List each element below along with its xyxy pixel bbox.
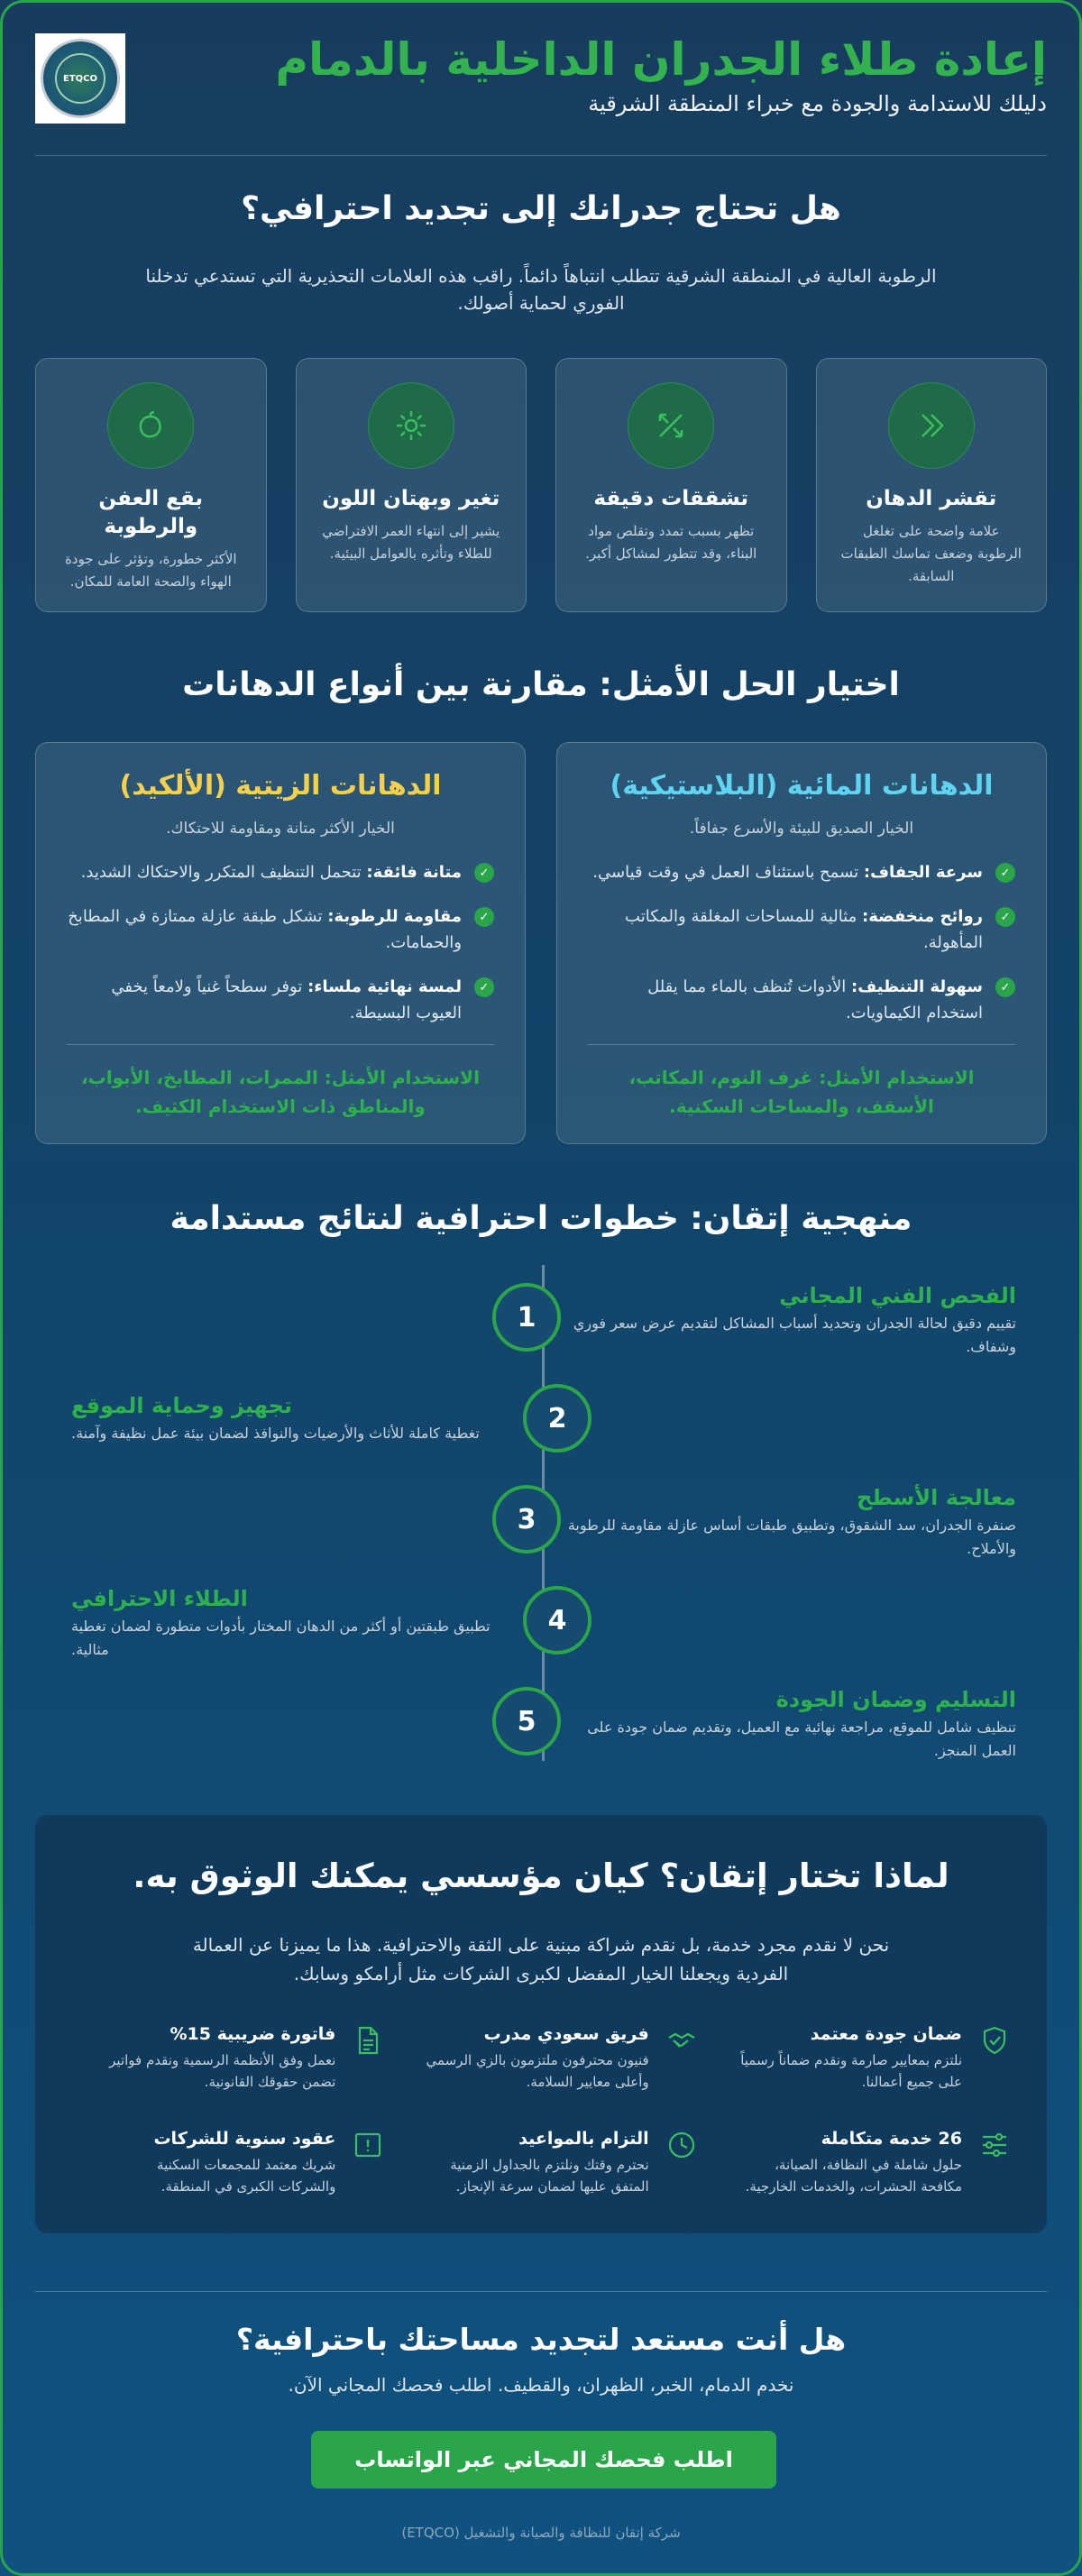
paint-subtitle: الخيار الأكثر متانة ومقاومة للاحتكاك. (166, 820, 395, 838)
step-description: تغطية كاملة للأثاث والأرضيات والنوافذ لضمان بيئة عمل نظيفة وآمنة. (71, 1425, 480, 1442)
footer-text: شركة إتقان للنظافة والصيانة والتشغيل (ETQCO) (401, 2525, 681, 2541)
step-2 (71, 1393, 522, 1445)
clock-icon (665, 2129, 698, 2161)
step-number: 2 (523, 1384, 591, 1453)
paint-title: الدهانات الزيتية (الألكيد) (119, 770, 442, 802)
paint-subtitle: الخيار الصديق للبيئة والأسرع جفافاً. (689, 820, 914, 838)
sign-title: بقع العفن والرطوبة (98, 487, 204, 538)
logo-seal-icon (41, 39, 120, 118)
step-number: 4 (523, 1586, 591, 1655)
page-subtitle: دليلك للاستدامة والجودة مع خبراء المنطقة الشرقية (588, 91, 1047, 116)
signs-section-description: الرطوبة العالية في المنطقة الشرقية تتطلب انتباهاً دائماً. راقب هذه العلامات التحذيرية التي تستدعي تدخلنا الفوري لحماية أصولك. (145, 265, 937, 314)
feature-label: لمسة نهائية ملساء: (307, 977, 462, 996)
sign-card-peeling (816, 358, 1048, 612)
feature-description: نحترم وقتك ونلتزم بالجداول الزمنية المتفق عليها لضمان سرعة الإنجاز. (450, 2157, 649, 2195)
chevrons-icon (888, 382, 975, 469)
step-description: تقييم دقيق لحالة الجدران وتحديد أسباب المشاكل لتقديم عرض سعر فوري وشفاف. (573, 1315, 1016, 1355)
check-icon: ✓ (995, 977, 1015, 997)
check-icon: ✓ (474, 863, 494, 883)
feature-description: نلتزم بمعايير صارمة ونقدم ضماناً رسمياً على جميع أعمالنا. (740, 2052, 962, 2090)
sign-title: تقشر الدهان (866, 487, 997, 510)
divider (35, 2291, 1047, 2292)
paint-features-list (588, 859, 1015, 1026)
feature-description: شريك معتمد للمجمعات السكنية والشركات الكبرى في المنطقة. (157, 2157, 336, 2195)
feature-description: نعمل وفق الأنظمة الرسمية ونقدم فواتير تضمن حقوقك القانونية. (109, 2052, 336, 2090)
paint-usage: الاستخدام الأمثل: غرف النوم، المكاتب، الأسقف، والمساحات السكنية. (588, 1044, 1015, 1121)
step-title: الطلاء الاحترافي (71, 1586, 248, 1611)
check-icon: ✓ (474, 907, 494, 927)
list-item (588, 859, 1015, 885)
feature-description: فنيون محترفون ملتزمون بالزي الرسمي وأعلى معايير السلامة. (426, 2052, 649, 2090)
feature-label: سرعة الجفاف: (863, 863, 983, 882)
page-title: إعادة طلاء الجدران الداخلية بالدمام (275, 33, 1047, 86)
step-number: 5 (492, 1687, 561, 1756)
sign-title: تشققات دقيقة (593, 487, 749, 510)
why-section-description: نحن لا نقدم مجرد خدمة، بل نقدم شراكة مبنية على الثقة والاحترافية. هذا ما يميزنا عن العمالة الفردية ويجعلنا الخيار المفضل لكبرى الشركات مثل أرامكو وسابك. (192, 1934, 890, 1985)
feature-title: فاتورة ضريبية 15% (170, 2024, 336, 2044)
feature-quality (734, 2024, 1011, 2093)
step-title: التسليم وضمان الجودة (775, 1687, 1016, 1712)
step-5 (565, 1687, 1016, 1763)
water-paint-card (556, 742, 1047, 1144)
step-description: تطبيق طبقتين أو أكثر من الدهان المختار بأدوات متطورة لضمان تغطية مثالية. (71, 1618, 491, 1658)
feature-title: 26 خدمة متكاملة (821, 2129, 962, 2149)
step-3 (565, 1485, 1016, 1561)
list-item (67, 974, 494, 1026)
shield-check-icon (978, 2024, 1011, 2057)
feature-punctuality (420, 2129, 697, 2197)
signs-section-title: هل تحتاج جدرانك إلى تجديد احترافي؟ (241, 190, 841, 227)
feature-title: عقود سنوية للشركات (153, 2129, 336, 2149)
check-icon: ✓ (995, 863, 1015, 883)
sign-card-fading (296, 358, 527, 612)
sign-description: علامة واضحة على تغلغل الرطوبة وضعف تماسك الطبقات السابقة. (840, 523, 1022, 584)
sliders-icon (978, 2129, 1011, 2161)
list-item (67, 903, 494, 956)
step-description: تنظيف شامل للموقع، مراجعة نهائية مع العميل، وتقديم ضمان جودة على العمل المنجز. (587, 1719, 1016, 1759)
sign-title: تغير وبهتان اللون (322, 487, 500, 510)
step-4 (71, 1586, 522, 1662)
sign-description: الأكثر خطورة، وتؤثر على جودة الهواء والصحة العامة للمكان. (64, 551, 237, 590)
handshake-icon (665, 2024, 698, 2057)
feature-contracts (107, 2129, 384, 2197)
feature-text: الأدوات تُنظف بالماء مما يقلل استخدام الكيماويات. (647, 977, 983, 1022)
list-item (67, 859, 494, 885)
feature-text: تسمح باستئناف العمل في وقت قياسي. (592, 863, 859, 882)
feature-text: تشكل طبقة عازلة ممتازة في المطابخ والحمامات. (68, 907, 462, 952)
feature-title: ضمان جودة معتمد (810, 2024, 962, 2044)
sign-description: يشير إلى انتهاء العمر الافتراضي للطلاء وتأثره بالعوامل البيئية. (322, 523, 500, 562)
whatsapp-cta-button[interactable]: اطلب فحصك المجاني عبر الواتساب (311, 2431, 776, 2489)
why-section-title: لماذا تختار إتقان؟ كيان مؤسسي يمكنك الوثوق به. (133, 1856, 949, 1895)
paints-section-title: اختيار الحل الأمثل: مقارنة بين أنواع الدهانات (182, 666, 900, 703)
step-title: الفحص الفني المجاني (779, 1283, 1016, 1308)
feature-services (734, 2129, 1011, 2197)
paint-usage: الاستخدام الأمثل: الممرات، المطابخ، الأبواب، والمناطق ذات الاستخدام الكثيف. (67, 1044, 494, 1121)
expand-arrows-icon (628, 382, 714, 469)
step-number: 1 (492, 1283, 561, 1352)
list-item (588, 903, 1015, 956)
step-number: 3 (492, 1485, 561, 1554)
cta-title: هل أنت مستعد لتجديد مساحتك باحترافية؟ (235, 2322, 847, 2357)
mold-icon (107, 382, 194, 469)
paint-features-list (67, 859, 494, 1026)
paint-title: الدهانات المائية (البلاستيكية) (610, 770, 994, 802)
steps-timeline (3, 1265, 1082, 1770)
sun-icon (368, 382, 454, 469)
page-header (35, 33, 1047, 156)
company-logo[interactable] (35, 33, 125, 124)
sign-description: تظهر بسبب تمدد وتقلص مواد البناء، وقد تتطور لمشاكل أكبر. (585, 523, 757, 562)
feature-description: حلول شاملة في النظافة، الصيانة، مكافحة الحشرات، والخدمات الخارجية. (745, 2157, 962, 2195)
warning-signs-grid (35, 358, 1047, 612)
check-icon: ✓ (995, 907, 1015, 927)
cta-description: نخدم الدمام، الخبر، الظهران، والقطيف. اطلب فحصك المجاني الآن. (288, 2374, 794, 2396)
step-title: معالجة الأسطح (856, 1485, 1016, 1510)
feature-label: متانة فائقة: (366, 863, 462, 882)
step-description: صنفرة الجدران، سد الشقوق، وتطبيق طبقات أساس عازلة مقاومة للرطوبة والأملاح. (567, 1517, 1016, 1557)
step-title: تجهيز وحماية الموقع (71, 1393, 292, 1418)
step-1 (565, 1283, 1016, 1359)
feature-title: فريق سعودي مدرب (483, 2024, 649, 2044)
steps-section-title: منهجية إتقان: خطوات احترافية لنتائج مستدامة (170, 1200, 912, 1237)
list-item (588, 974, 1015, 1026)
feature-text: توفر سطحاً غنياً ولامعاً يخفي العيوب البسيطة. (111, 977, 462, 1022)
feature-label: مقاومة للرطوبة: (327, 907, 462, 926)
feature-team (420, 2024, 697, 2093)
why-us-section (35, 1815, 1047, 2233)
oil-paint-card (35, 742, 526, 1144)
feature-text: مثالية للمساحات المغلقة والمكاتب المأهولة. (625, 907, 983, 952)
logo-text: ETQCO (55, 53, 105, 104)
features-grid (107, 2024, 1011, 2197)
feature-text: تتحمل التنظيف المتكرر والاحتكاك الشديد. (80, 863, 362, 882)
feature-invoice (107, 2024, 384, 2093)
feature-label: روائح منخفضة: (862, 907, 983, 926)
feature-title: التزام بالمواعيد (518, 2129, 649, 2149)
contract-icon (352, 2129, 384, 2161)
feature-label: سهولة التنظيف: (851, 977, 983, 996)
sign-card-mold (35, 358, 267, 612)
document-icon (352, 2024, 384, 2057)
check-icon: ✓ (474, 977, 494, 997)
paint-comparison (35, 742, 1047, 1144)
sign-card-cracks (555, 358, 787, 612)
